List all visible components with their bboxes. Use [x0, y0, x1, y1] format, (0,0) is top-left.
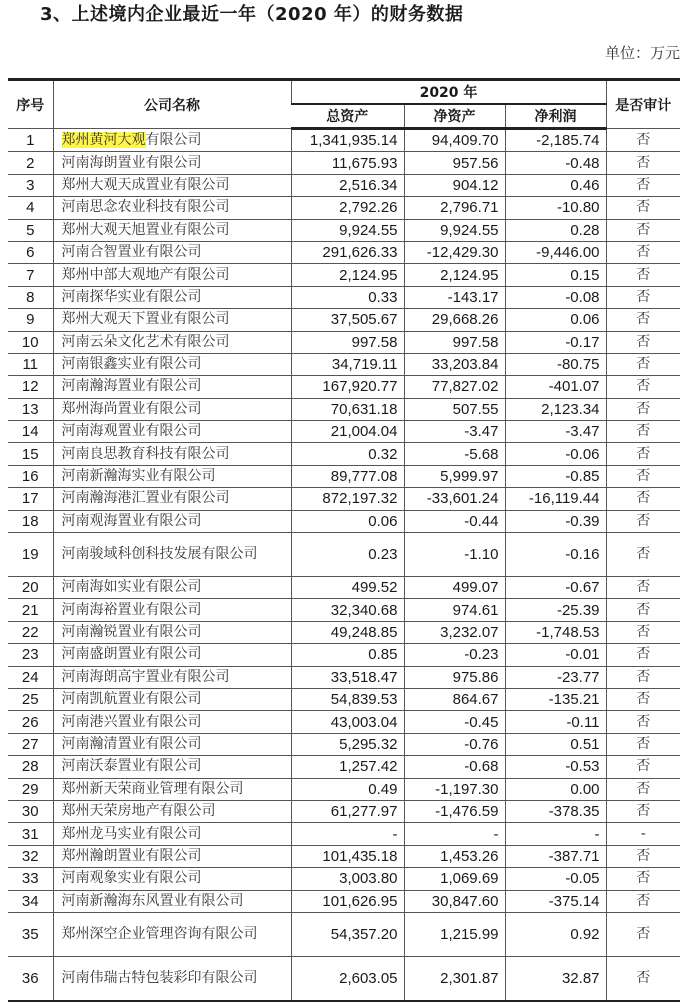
net-profit: -3.47	[505, 421, 606, 443]
audited-status: 否	[606, 868, 680, 890]
audited-status: 否	[606, 621, 680, 643]
audited-status: 否	[606, 286, 680, 308]
total-assets: 0.06	[291, 510, 404, 532]
net-assets: -1,476.59	[404, 800, 505, 822]
table-row	[8, 174, 680, 196]
row-number: 3	[8, 174, 53, 196]
audited-status: -	[606, 823, 680, 845]
row-number: 32	[8, 845, 53, 867]
total-assets: 3,003.80	[291, 868, 404, 890]
company-name: 河南海观置业有限公司	[53, 421, 291, 443]
table-row	[8, 197, 680, 219]
company-name: 郑州天荣房地产有限公司	[53, 800, 291, 822]
table-row	[8, 219, 680, 241]
net-profit: 0.15	[505, 264, 606, 286]
audited-status: 否	[606, 465, 680, 487]
net-profit: 2,123.34	[505, 398, 606, 420]
row-number: 28	[8, 756, 53, 778]
header-year: 2020 年	[291, 80, 606, 105]
total-assets: 2,516.34	[291, 174, 404, 196]
total-assets: 32,340.68	[291, 599, 404, 621]
company-name: 河南良思教育科技有限公司	[53, 443, 291, 465]
net-assets: 94,409.70	[404, 129, 505, 152]
company-name: 郑州瀚朗置业有限公司	[53, 845, 291, 867]
net-assets: 33,203.84	[404, 353, 505, 375]
total-assets: 0.23	[291, 533, 404, 577]
audited-status: 否	[606, 845, 680, 867]
audited-status: 否	[606, 488, 680, 510]
audited-status: 否	[606, 174, 680, 196]
total-assets: 21,004.04	[291, 421, 404, 443]
net-profit: -0.85	[505, 465, 606, 487]
net-assets: 904.12	[404, 174, 505, 196]
header-company-name: 公司名称	[53, 80, 291, 129]
net-assets: 2,796.71	[404, 197, 505, 219]
net-assets: 974.61	[404, 599, 505, 621]
company-name: 河南沃泰置业有限公司	[53, 756, 291, 778]
net-profit: -25.39	[505, 599, 606, 621]
table-row	[8, 688, 680, 710]
net-assets: 507.55	[404, 398, 505, 420]
total-assets: 43,003.04	[291, 711, 404, 733]
total-assets: 499.52	[291, 577, 404, 599]
company-name: 河南新瀚海东风置业有限公司	[53, 890, 291, 912]
table-row	[8, 398, 680, 420]
net-assets: 975.86	[404, 666, 505, 688]
company-name: 河南海裕置业有限公司	[53, 599, 291, 621]
table-row	[8, 868, 680, 890]
total-assets: 61,277.97	[291, 800, 404, 822]
row-number: 34	[8, 890, 53, 912]
audited-status: 否	[606, 241, 680, 263]
table-row	[8, 599, 680, 621]
net-profit: -0.17	[505, 331, 606, 353]
table-row	[8, 286, 680, 308]
company-name: 郑州大观天成置业有限公司	[53, 174, 291, 196]
audited-status: 否	[606, 353, 680, 375]
net-assets: 3,232.07	[404, 621, 505, 643]
company-name: 河南海朗置业有限公司	[53, 152, 291, 174]
net-assets: -143.17	[404, 286, 505, 308]
net-assets: 1,453.26	[404, 845, 505, 867]
net-profit: 0.06	[505, 309, 606, 331]
table-row	[8, 823, 680, 845]
company-name: 河南海如实业有限公司	[53, 577, 291, 599]
net-profit: -0.53	[505, 756, 606, 778]
audited-status: 否	[606, 890, 680, 912]
row-number: 10	[8, 331, 53, 353]
company-name: 郑州龙马实业有限公司	[53, 823, 291, 845]
net-profit: 0.28	[505, 219, 606, 241]
total-assets: 2,792.26	[291, 197, 404, 219]
audited-status: 否	[606, 711, 680, 733]
net-assets: 77,827.02	[404, 376, 505, 398]
table-row	[8, 152, 680, 174]
net-profit: -0.05	[505, 868, 606, 890]
section-title: 3、上述境内企业最近一年（2020 年）的财务数据	[40, 4, 464, 25]
row-number: 30	[8, 800, 53, 822]
row-number: 7	[8, 264, 53, 286]
row-number: 26	[8, 711, 53, 733]
audited-status: 否	[606, 956, 680, 1001]
header-total-assets: 总资产	[291, 104, 404, 129]
net-assets: -0.44	[404, 510, 505, 532]
table-row	[8, 510, 680, 532]
net-profit: -0.16	[505, 533, 606, 577]
audited-status: 否	[606, 666, 680, 688]
row-number: 25	[8, 688, 53, 710]
net-profit: -23.77	[505, 666, 606, 688]
row-number: 17	[8, 488, 53, 510]
total-assets: 5,295.32	[291, 733, 404, 755]
total-assets: 1,341,935.14	[291, 129, 404, 152]
audited-status: 否	[606, 510, 680, 532]
total-assets: 167,920.77	[291, 376, 404, 398]
company-name: 河南银鑫实业有限公司	[53, 353, 291, 375]
table-row	[8, 956, 680, 1001]
row-number: 11	[8, 353, 53, 375]
net-assets: -0.76	[404, 733, 505, 755]
audited-status: 否	[606, 599, 680, 621]
company-name: 河南港兴置业有限公司	[53, 711, 291, 733]
row-number: 18	[8, 510, 53, 532]
company-name: 河南瀚海置业有限公司	[53, 376, 291, 398]
table-row	[8, 264, 680, 286]
table-row	[8, 756, 680, 778]
net-assets: -1.10	[404, 533, 505, 577]
audited-status: 否	[606, 219, 680, 241]
company-name: 河南瀚锐置业有限公司	[53, 621, 291, 643]
net-profit: 0.92	[505, 912, 606, 956]
net-profit: 0.46	[505, 174, 606, 196]
net-assets: 2,124.95	[404, 264, 505, 286]
company-name: 河南瀚清置业有限公司	[53, 733, 291, 755]
net-assets: -0.23	[404, 644, 505, 666]
highlighted-text: 郑州黄河大观	[61, 131, 146, 148]
company-name: 郑州深空企业管理咨询有限公司	[53, 912, 291, 956]
total-assets: 2,124.95	[291, 264, 404, 286]
audited-status: 否	[606, 688, 680, 710]
table-row	[8, 443, 680, 465]
row-number: 13	[8, 398, 53, 420]
company-name: 河南探华实业有限公司	[53, 286, 291, 308]
company-name: 河南合智置业有限公司	[53, 241, 291, 263]
header-no: 序号	[8, 80, 53, 129]
row-number: 31	[8, 823, 53, 845]
audited-status: 否	[606, 756, 680, 778]
row-number: 20	[8, 577, 53, 599]
table-row	[8, 331, 680, 353]
row-number: 29	[8, 778, 53, 800]
net-assets: 29,668.26	[404, 309, 505, 331]
table-row	[8, 666, 680, 688]
total-assets: 11,675.93	[291, 152, 404, 174]
net-profit: -387.71	[505, 845, 606, 867]
total-assets: 34,719.11	[291, 353, 404, 375]
unit-label: 单位：万元	[604, 44, 680, 62]
net-assets: -0.45	[404, 711, 505, 733]
audited-status: 否	[606, 398, 680, 420]
net-profit: 0.00	[505, 778, 606, 800]
total-assets: 0.49	[291, 778, 404, 800]
total-assets: 101,435.18	[291, 845, 404, 867]
total-assets: 0.33	[291, 286, 404, 308]
header-audited: 是否审计	[606, 80, 680, 129]
net-assets: 1,069.69	[404, 868, 505, 890]
table-row	[8, 733, 680, 755]
total-assets: 70,631.18	[291, 398, 404, 420]
audited-status: 否	[606, 264, 680, 286]
audited-status: 否	[606, 733, 680, 755]
net-profit: -	[505, 823, 606, 845]
row-number: 5	[8, 219, 53, 241]
net-assets: 9,924.55	[404, 219, 505, 241]
company-name: 河南伟瑞古特包装彩印有限公司	[53, 956, 291, 1001]
net-profit: -0.67	[505, 577, 606, 599]
total-assets: 291,626.33	[291, 241, 404, 263]
company-name: 郑州大观天旭置业有限公司	[53, 219, 291, 241]
net-profit: 32.87	[505, 956, 606, 1001]
audited-status: 否	[606, 309, 680, 331]
row-number: 33	[8, 868, 53, 890]
row-number: 24	[8, 666, 53, 688]
row-number: 1	[8, 129, 53, 152]
net-assets: 1,215.99	[404, 912, 505, 956]
net-profit: -375.14	[505, 890, 606, 912]
table-row	[8, 912, 680, 956]
net-profit: -0.48	[505, 152, 606, 174]
header-net-profit: 净利润	[505, 104, 606, 129]
total-assets: 997.58	[291, 331, 404, 353]
row-number: 22	[8, 621, 53, 643]
row-number: 27	[8, 733, 53, 755]
net-assets: -1,197.30	[404, 778, 505, 800]
total-assets: 54,839.53	[291, 688, 404, 710]
total-assets: 101,626.95	[291, 890, 404, 912]
total-assets: 89,777.08	[291, 465, 404, 487]
audited-status: 否	[606, 331, 680, 353]
audited-status: 否	[606, 152, 680, 174]
table-row	[8, 711, 680, 733]
row-number: 19	[8, 533, 53, 577]
audited-status: 否	[606, 912, 680, 956]
header-net-assets: 净资产	[404, 104, 505, 129]
total-assets: 1,257.42	[291, 756, 404, 778]
row-number: 9	[8, 309, 53, 331]
total-assets: 0.32	[291, 443, 404, 465]
net-profit: -0.06	[505, 443, 606, 465]
company-name: 河南云朵文化艺术有限公司	[53, 331, 291, 353]
company-name: 河南盛朗置业有限公司	[53, 644, 291, 666]
audited-status: 否	[606, 577, 680, 599]
table-row	[8, 376, 680, 398]
net-profit: -80.75	[505, 353, 606, 375]
total-assets: 37,505.67	[291, 309, 404, 331]
table-row	[8, 800, 680, 822]
audited-status: 否	[606, 197, 680, 219]
table-row	[8, 778, 680, 800]
company-name: 郑州海尚置业有限公司	[53, 398, 291, 420]
row-number: 6	[8, 241, 53, 263]
row-number: 2	[8, 152, 53, 174]
table-row	[8, 845, 680, 867]
company-name: 河南骏域科创科技发展有限公司	[53, 533, 291, 577]
table-row	[8, 353, 680, 375]
row-number: 16	[8, 465, 53, 487]
company-name: 郑州中部大观地产有限公司	[53, 264, 291, 286]
table-row	[8, 465, 680, 487]
net-profit: -0.39	[505, 510, 606, 532]
net-profit: -0.01	[505, 644, 606, 666]
table-row	[8, 421, 680, 443]
row-number: 15	[8, 443, 53, 465]
total-assets: 33,518.47	[291, 666, 404, 688]
company-name: 河南观海置业有限公司	[53, 510, 291, 532]
row-number: 14	[8, 421, 53, 443]
net-assets: 2,301.87	[404, 956, 505, 1001]
audited-status: 否	[606, 443, 680, 465]
table-row	[8, 488, 680, 510]
net-assets: 864.67	[404, 688, 505, 710]
table-row	[8, 890, 680, 912]
row-number: 21	[8, 599, 53, 621]
total-assets: 49,248.85	[291, 621, 404, 643]
company-name: 河南瀚海港汇置业有限公司	[53, 488, 291, 510]
total-assets: 9,924.55	[291, 219, 404, 241]
table-row	[8, 621, 680, 643]
net-profit: -0.11	[505, 711, 606, 733]
row-number: 4	[8, 197, 53, 219]
net-profit: -0.08	[505, 286, 606, 308]
company-name: 河南海朗高宇置业有限公司	[53, 666, 291, 688]
net-assets: -	[404, 823, 505, 845]
table-row	[8, 129, 680, 152]
company-name: 河南观象实业有限公司	[53, 868, 291, 890]
net-profit: -378.35	[505, 800, 606, 822]
audited-status: 否	[606, 129, 680, 152]
total-assets: 2,603.05	[291, 956, 404, 1001]
net-assets: 957.56	[404, 152, 505, 174]
net-assets: -0.68	[404, 756, 505, 778]
audited-status: 否	[606, 644, 680, 666]
row-number: 35	[8, 912, 53, 956]
table-row	[8, 309, 680, 331]
table-row	[8, 533, 680, 577]
total-assets: 54,357.20	[291, 912, 404, 956]
net-profit: -9,446.00	[505, 241, 606, 263]
row-number: 36	[8, 956, 53, 1001]
table-row	[8, 241, 680, 263]
net-profit: -10.80	[505, 197, 606, 219]
net-assets: 30,847.60	[404, 890, 505, 912]
company-name: 郑州大观天下置业有限公司	[53, 309, 291, 331]
audited-status: 否	[606, 376, 680, 398]
table-row	[8, 577, 680, 599]
net-profit: -135.21	[505, 688, 606, 710]
net-profit: -16,119.44	[505, 488, 606, 510]
net-assets: 5,999.97	[404, 465, 505, 487]
net-profit: -2,185.74	[505, 129, 606, 152]
audited-status: 否	[606, 800, 680, 822]
audited-status: 否	[606, 421, 680, 443]
net-profit: 0.51	[505, 733, 606, 755]
company-name: 郑州新天荣商业管理有限公司	[53, 778, 291, 800]
company-name	[53, 129, 291, 152]
net-assets: 499.07	[404, 577, 505, 599]
net-assets: -12,429.30	[404, 241, 505, 263]
row-number: 12	[8, 376, 53, 398]
total-assets: 872,197.32	[291, 488, 404, 510]
table-row	[8, 644, 680, 666]
audited-status: 否	[606, 533, 680, 577]
company-name-rest: 有限公司	[145, 131, 202, 148]
row-number: 8	[8, 286, 53, 308]
financial-data-table	[8, 78, 680, 1002]
company-name: 河南新瀚海实业有限公司	[53, 465, 291, 487]
net-assets: -3.47	[404, 421, 505, 443]
net-assets: -5.68	[404, 443, 505, 465]
company-name: 河南凯航置业有限公司	[53, 688, 291, 710]
row-number: 23	[8, 644, 53, 666]
company-name: 河南思念农业科技有限公司	[53, 197, 291, 219]
total-assets: 0.85	[291, 644, 404, 666]
net-profit: -401.07	[505, 376, 606, 398]
net-assets: -33,601.24	[404, 488, 505, 510]
net-profit: -1,748.53	[505, 621, 606, 643]
net-assets: 997.58	[404, 331, 505, 353]
total-assets: -	[291, 823, 404, 845]
audited-status: 否	[606, 778, 680, 800]
